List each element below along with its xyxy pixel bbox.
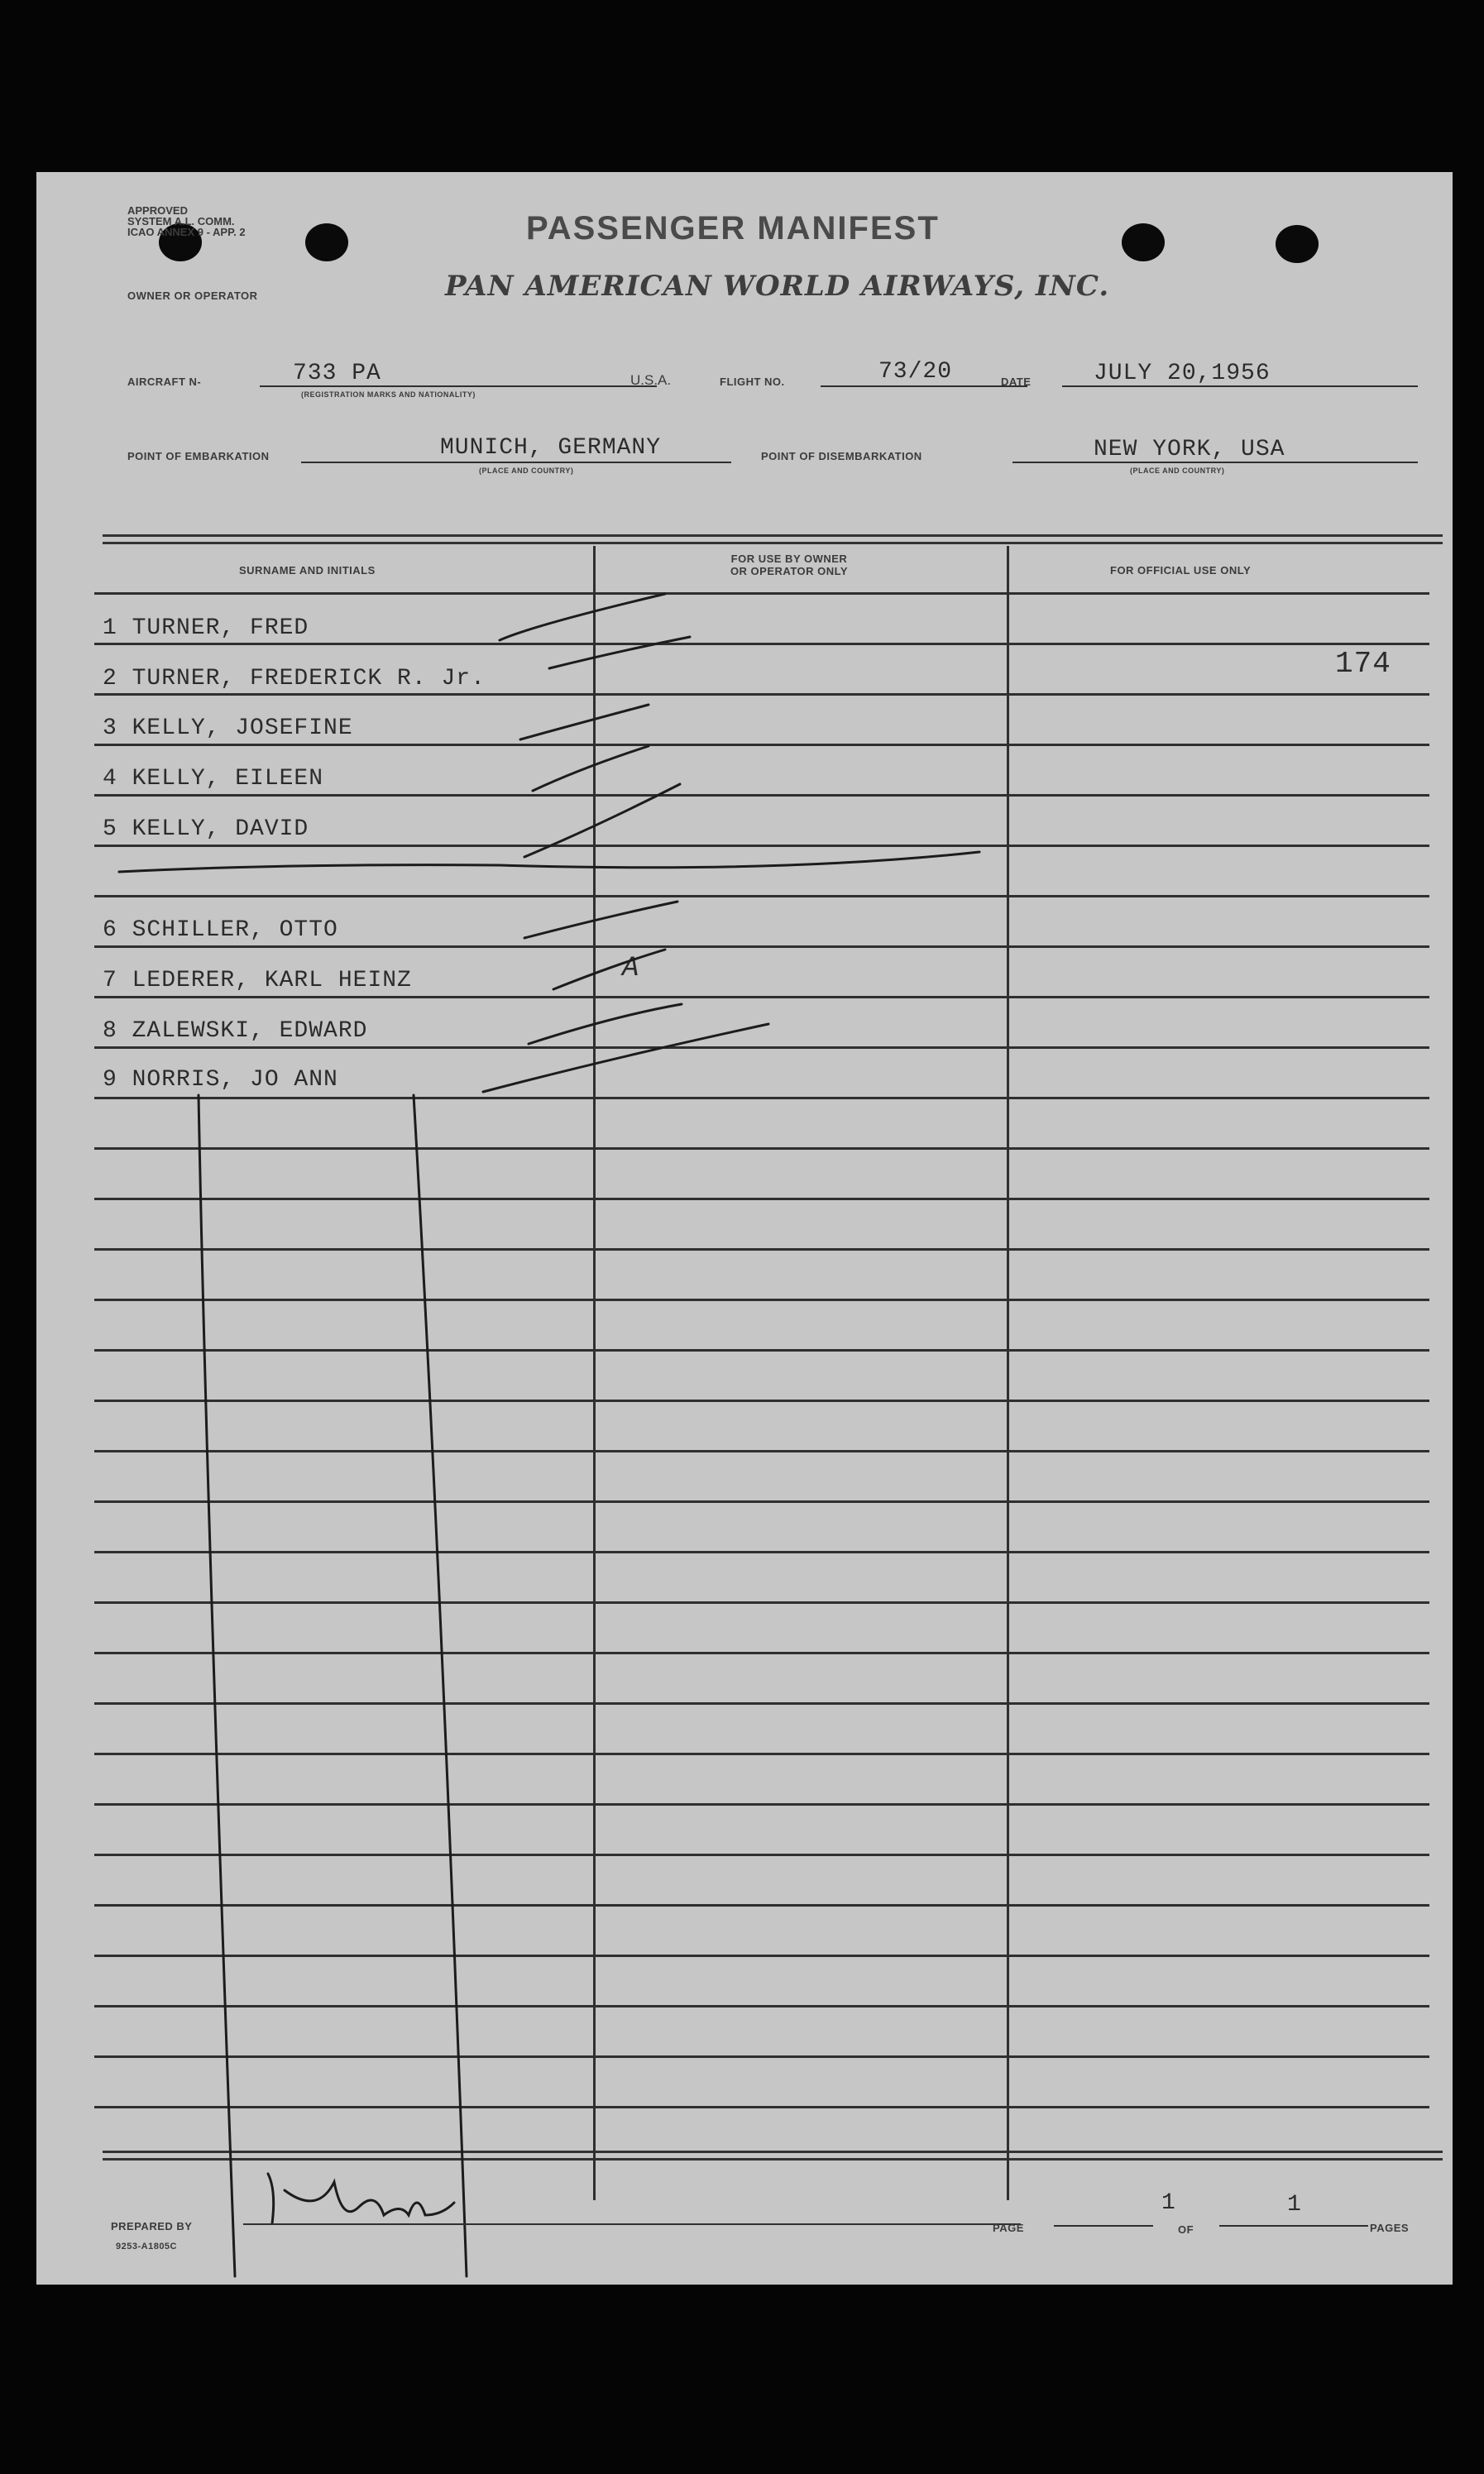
strike-line bbox=[119, 852, 979, 872]
owner-label: OWNER OR OPERATOR bbox=[127, 290, 258, 302]
flight-value: 73/20 bbox=[878, 359, 953, 385]
passenger-entry: 2 TURNER, FREDERICK R. Jr. bbox=[103, 666, 486, 691]
checkmark bbox=[549, 637, 690, 668]
registration-caption: (REGISTRATION MARKS AND NATIONALITY) bbox=[301, 390, 476, 399]
manifest-sheet bbox=[36, 172, 1453, 2285]
date-label: DATE bbox=[1001, 376, 1032, 388]
owner-value: PAN AMERICAN WORLD AIRWAYS, INC. bbox=[445, 270, 1110, 303]
checkmark bbox=[483, 1024, 768, 1092]
col-official-header: FOR OFFICIAL USE ONLY bbox=[1110, 564, 1252, 577]
prepared-by-underline bbox=[243, 2223, 1021, 2225]
col-surname-header: SURNAME AND INITIALS bbox=[239, 564, 376, 577]
approval-line: SYSTEM A.L. COMM. bbox=[127, 215, 235, 227]
manifest-title: PASSENGER MANIFEST bbox=[526, 210, 940, 246]
pages-underline bbox=[1219, 2225, 1368, 2227]
disembarkation-value: NEW YORK, USA bbox=[1094, 437, 1285, 462]
checkmark bbox=[533, 746, 649, 791]
passenger-entry: 6 SCHILLER, OTTO bbox=[103, 917, 338, 943]
disembarkation-label: POINT OF DISEMBARKATION bbox=[761, 450, 922, 462]
passenger-entry: 1 TURNER, FRED bbox=[103, 615, 309, 641]
form-number: 9253-A1805C bbox=[116, 2242, 177, 2251]
passenger-entry: 8 ZALEWSKI, EDWARD bbox=[103, 1018, 368, 1044]
embarkation-value: MUNICH, GERMANY bbox=[440, 435, 662, 461]
operator-header-line: FOR USE BY OWNER bbox=[730, 553, 848, 565]
prepared-by-label: PREPARED BY bbox=[111, 2220, 193, 2232]
checkmark bbox=[500, 594, 665, 640]
embarkation-label: POINT OF EMBARKATION bbox=[127, 450, 270, 462]
pages-label: PAGES bbox=[1370, 2222, 1410, 2234]
of-label: OF bbox=[1178, 2223, 1194, 2236]
page-underline bbox=[1054, 2225, 1153, 2227]
passenger-entry: 5 KELLY, DAVID bbox=[103, 816, 309, 842]
aircraft-value: 733 PA bbox=[293, 361, 381, 386]
official-note: 174 bbox=[1335, 647, 1391, 681]
passenger-entry: 3 KELLY, JOSEFINE bbox=[103, 715, 353, 741]
checkmark bbox=[553, 950, 665, 989]
page-number: 1 bbox=[1161, 2190, 1176, 2216]
approval-line: APPROVED bbox=[127, 204, 188, 217]
checkmark bbox=[524, 902, 677, 938]
checkmark bbox=[520, 705, 649, 739]
long-stroke bbox=[199, 1095, 235, 2276]
date-value: JULY 20,1956 bbox=[1094, 361, 1271, 386]
checkmark bbox=[524, 784, 680, 857]
passenger-entry: 9 NORRIS, JO ANN bbox=[103, 1067, 338, 1093]
operator-header-line: OR OPERATOR ONLY bbox=[730, 565, 849, 577]
checkmark bbox=[529, 1004, 682, 1044]
long-stroke bbox=[414, 1095, 467, 2276]
disembarkation-caption: (PLACE AND COUNTRY) bbox=[1130, 467, 1225, 475]
passenger-entry: 7 LEDERER, KARL HEINZ bbox=[103, 968, 412, 993]
total-pages: 1 bbox=[1287, 2192, 1302, 2218]
country-label: U.S.A. bbox=[630, 372, 672, 388]
approval-line: ICAO ANNEX 9 - APP. 2 bbox=[127, 226, 246, 238]
operator-note: A bbox=[622, 953, 640, 984]
embarkation-caption: (PLACE AND COUNTRY) bbox=[479, 467, 574, 475]
signature bbox=[268, 2174, 454, 2223]
pen-marks bbox=[36, 172, 1453, 2285]
aircraft-label: AIRCRAFT N- bbox=[127, 376, 202, 388]
passenger-entry: 4 KELLY, EILEEN bbox=[103, 766, 324, 792]
flight-label: FLIGHT NO. bbox=[720, 376, 785, 388]
page-label: PAGE bbox=[993, 2222, 1024, 2234]
